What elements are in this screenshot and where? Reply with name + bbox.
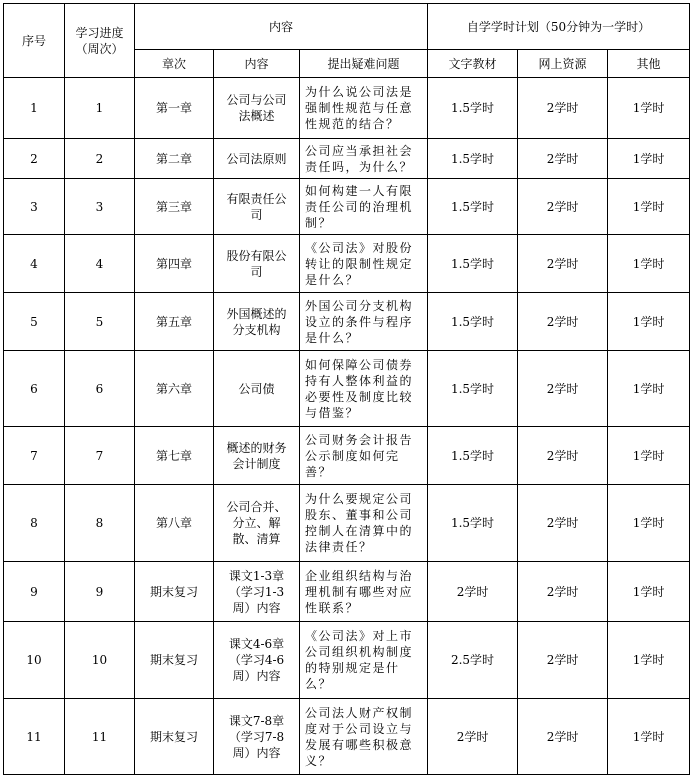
row-text-hours: 2.5学时: [428, 622, 518, 699]
row-content: 外国概述的 分支机构: [214, 293, 300, 351]
row-week: 10: [65, 622, 135, 699]
row-online-hours: 2学时: [518, 622, 608, 699]
row-week: 7: [65, 427, 135, 485]
table-row: [4, 78, 690, 139]
table-row: [4, 293, 690, 351]
row-index: 2: [4, 139, 65, 179]
table-row: [4, 622, 690, 699]
header-text-material: 文字教材: [428, 50, 518, 78]
row-content: 有限责任公 司: [214, 179, 300, 235]
table-row: [4, 139, 690, 179]
row-question: 《公司法》对上市公司组织机构制度的特别规定是什么？: [300, 622, 428, 699]
row-online-hours: 2学时: [518, 562, 608, 622]
row-index: 11: [4, 699, 65, 775]
row-text-hours: 1.5学时: [428, 179, 518, 235]
row-chapter: 第二章: [135, 139, 214, 179]
header-chapter: 章次: [135, 50, 214, 78]
row-online-hours: 2学时: [518, 699, 608, 775]
row-content: 课文7-8章 （学习7-8 周）内容: [214, 699, 300, 775]
row-text-hours: 1.5学时: [428, 485, 518, 562]
row-text-hours: 1.5学时: [428, 351, 518, 427]
row-content: 公司债: [214, 351, 300, 427]
header-question: 提出疑难问题: [300, 50, 428, 78]
row-week: 3: [65, 179, 135, 235]
header-content-sub: 内容: [214, 50, 300, 78]
row-online-hours: 2学时: [518, 427, 608, 485]
row-text-hours: 1.5学时: [428, 293, 518, 351]
row-content: 公司法原则: [214, 139, 300, 179]
row-other-hours: 1学时: [608, 699, 690, 775]
table-body: [4, 78, 690, 775]
table-row: [4, 427, 690, 485]
header-progress: 学习进度 （周次）: [65, 4, 135, 78]
row-question: 《公司法》对股份转让的限制性规定是什么？: [300, 235, 428, 293]
row-other-hours: 1学时: [608, 179, 690, 235]
row-question: 公司法人财产权制度对于公司设立与发展有哪些积极意义？: [300, 699, 428, 775]
row-chapter: 期末复习: [135, 562, 214, 622]
row-text-hours: 1.5学时: [428, 235, 518, 293]
row-content: 股份有限公 司: [214, 235, 300, 293]
row-online-hours: 2学时: [518, 78, 608, 139]
row-question: 为什么说公司法是强制性规范与任意性规范的结合？: [300, 78, 428, 139]
row-question: 公司财务会计报告公示制度如何完善？: [300, 427, 428, 485]
row-index: 9: [4, 562, 65, 622]
row-question: 为什么要规定公司股东、董事和公司控制人在清算中的法律责任？: [300, 485, 428, 562]
header-online: 网上资源: [518, 50, 608, 78]
row-text-hours: 2学时: [428, 562, 518, 622]
row-online-hours: 2学时: [518, 235, 608, 293]
row-question: 公司应当承担社会责任吗，为什么？: [300, 139, 428, 179]
row-other-hours: 1学时: [608, 427, 690, 485]
header-self-study: 自学学时计划（50分钟为一学时）: [428, 4, 690, 50]
header-other: 其他: [608, 50, 690, 78]
row-content: 公司合并、 分立、解 散、清算: [214, 485, 300, 562]
row-online-hours: 2学时: [518, 139, 608, 179]
study-plan-table: [3, 3, 690, 775]
row-online-hours: 2学时: [518, 351, 608, 427]
row-online-hours: 2学时: [518, 485, 608, 562]
row-other-hours: 1学时: [608, 235, 690, 293]
row-index: 7: [4, 427, 65, 485]
table-row: [4, 235, 690, 293]
table-row: [4, 485, 690, 562]
row-question: 企业组织结构与治理机制有哪些对应性联系？: [300, 562, 428, 622]
table-row: [4, 351, 690, 427]
row-text-hours: 1.5学时: [428, 139, 518, 179]
row-week: 1: [65, 78, 135, 139]
row-other-hours: 1学时: [608, 293, 690, 351]
row-other-hours: 1学时: [608, 351, 690, 427]
row-other-hours: 1学时: [608, 562, 690, 622]
row-chapter: 期末复习: [135, 699, 214, 775]
row-content: 课文1-3章 （学习1-3 周）内容: [214, 562, 300, 622]
row-chapter: 第七章: [135, 427, 214, 485]
row-text-hours: 2学时: [428, 699, 518, 775]
row-index: 4: [4, 235, 65, 293]
row-chapter: 第一章: [135, 78, 214, 139]
table-row: [4, 699, 690, 775]
row-week: 8: [65, 485, 135, 562]
row-other-hours: 1学时: [608, 139, 690, 179]
row-week: 6: [65, 351, 135, 427]
header-content: 内容: [135, 4, 428, 50]
row-content: 公司与公司 法概述: [214, 78, 300, 139]
row-week: 5: [65, 293, 135, 351]
table-row: [4, 562, 690, 622]
row-week: 9: [65, 562, 135, 622]
row-content: 课文4-6章 （学习4-6 周）内容: [214, 622, 300, 699]
row-online-hours: 2学时: [518, 293, 608, 351]
row-index: 1: [4, 78, 65, 139]
row-other-hours: 1学时: [608, 622, 690, 699]
header-index: 序号: [4, 4, 65, 78]
row-question: 外国公司分支机构设立的条件与程序是什么？: [300, 293, 428, 351]
row-content: 概述的财务 会计制度: [214, 427, 300, 485]
row-other-hours: 1学时: [608, 78, 690, 139]
row-week: 2: [65, 139, 135, 179]
row-chapter: 第六章: [135, 351, 214, 427]
row-question: 如何保障公司债券持有人整体利益的必要性及制度比较与借鉴？: [300, 351, 428, 427]
row-index: 10: [4, 622, 65, 699]
row-chapter: 第四章: [135, 235, 214, 293]
row-chapter: 期末复习: [135, 622, 214, 699]
row-week: 11: [65, 699, 135, 775]
row-chapter: 第三章: [135, 179, 214, 235]
row-index: 5: [4, 293, 65, 351]
row-question: 如何构建一人有限责任公司的治理机制？: [300, 179, 428, 235]
row-text-hours: 1.5学时: [428, 78, 518, 139]
row-online-hours: 2学时: [518, 179, 608, 235]
row-text-hours: 1.5学时: [428, 427, 518, 485]
table-row: [4, 179, 690, 235]
row-week: 4: [65, 235, 135, 293]
row-chapter: 第八章: [135, 485, 214, 562]
row-chapter: 第五章: [135, 293, 214, 351]
row-index: 6: [4, 351, 65, 427]
row-index: 3: [4, 179, 65, 235]
row-other-hours: 1学时: [608, 485, 690, 562]
row-index: 8: [4, 485, 65, 562]
